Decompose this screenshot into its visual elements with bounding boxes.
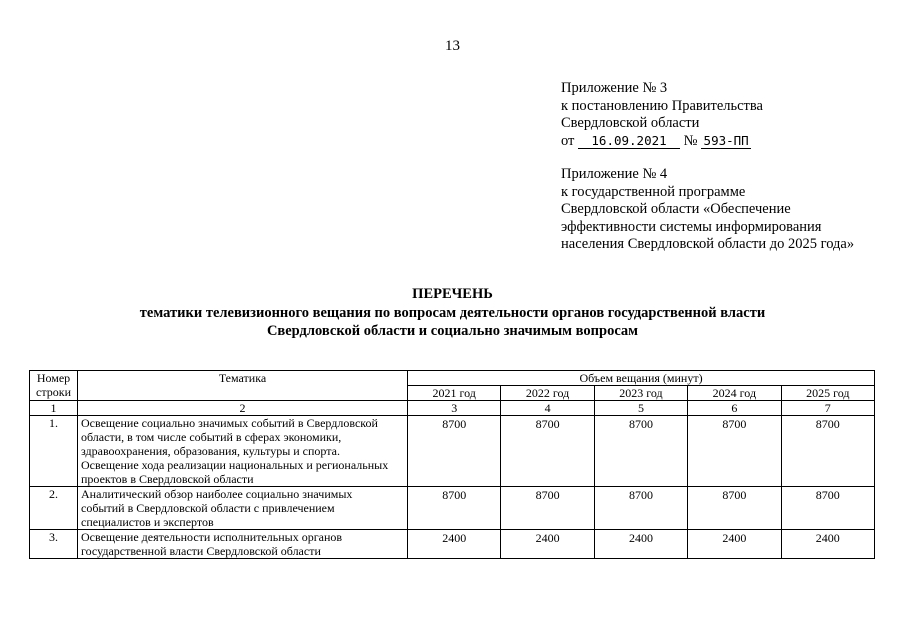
- volume-cell: 8700: [594, 416, 687, 487]
- approval-3-title: Приложение № 3: [561, 80, 668, 96]
- column-index: 2: [78, 401, 408, 416]
- volume-cell: 2400: [688, 530, 781, 559]
- theme-line: событий в Свердловской области с привлечением: [81, 501, 335, 515]
- volume-cell: 2400: [781, 530, 874, 559]
- column-index: 1: [30, 401, 78, 416]
- volume-cell: 8700: [781, 487, 874, 530]
- row-theme: [78, 487, 408, 530]
- header-year: 2022 год: [501, 386, 594, 401]
- header-theme: Тематика: [78, 371, 408, 401]
- column-index: 6: [688, 401, 781, 416]
- theme-line: государственной власти Свердловской области: [81, 544, 321, 558]
- header-year: 2023 год: [594, 386, 687, 401]
- volume-cell: 8700: [408, 416, 501, 487]
- volume-cell: 8700: [501, 487, 594, 530]
- row-number: 3.: [30, 530, 78, 559]
- volume-cell: 8700: [594, 487, 687, 530]
- approval-3-line1: к постановлению Правительства: [561, 97, 763, 114]
- header-number-line2: строки: [36, 385, 71, 399]
- volume-cell: 8700: [781, 416, 874, 487]
- heading-title: ПЕРЕЧЕНЬ: [412, 286, 493, 302]
- resolution-number: 593-ПП: [701, 134, 751, 149]
- volume-cell: 2400: [594, 530, 687, 559]
- page-number: 13: [445, 38, 460, 54]
- volume-cell: 8700: [408, 487, 501, 530]
- theme-line: проектов в Свердловской области: [81, 472, 254, 486]
- row-theme: [78, 530, 408, 559]
- header-year: 2021 год: [408, 386, 501, 401]
- volume-cell: 2400: [408, 530, 501, 559]
- heading-line2: Свердловской области и социально значимым вопросам: [266, 323, 639, 339]
- volume-cell: 2400: [501, 530, 594, 559]
- column-index-row: [30, 401, 875, 416]
- table-row: [30, 416, 875, 487]
- header-volume: Объем вещания (минут): [408, 371, 875, 386]
- header-year: 2024 год: [688, 386, 781, 401]
- row-number: 1.: [30, 416, 78, 487]
- volume-cell: 8700: [688, 416, 781, 487]
- topics-table: [29, 370, 875, 559]
- number-label: №: [683, 132, 698, 149]
- approval-4-line4: населения Свердловской области до 2025 года»: [561, 236, 855, 252]
- theme-line: Освещение деятельности исполнительных органов: [81, 530, 343, 544]
- theme-line: здравоохранения, образования, культуры и спорта.: [81, 444, 340, 458]
- approval-4-line2: Свердловской области «Обеспечение: [561, 201, 791, 217]
- header-number-line1: Номер: [36, 371, 71, 385]
- table-row: [30, 487, 875, 530]
- heading-line1: тематики телевизионного вещания по вопросам деятельности органов государственной власти: [139, 304, 766, 321]
- theme-line: Аналитический обзор наиболее социально значимых: [81, 487, 353, 501]
- header-year: 2025 год: [781, 386, 874, 401]
- table-row: [30, 530, 875, 559]
- column-index: 4: [501, 401, 594, 416]
- approval-4-line1: к государственной программе: [561, 183, 746, 200]
- document-heading: [0, 285, 905, 341]
- header-row: [30, 371, 875, 386]
- column-index: 5: [594, 401, 687, 416]
- row-theme: [78, 416, 408, 487]
- theme-line: Освещение хода реализации национальных и региональных: [81, 458, 389, 472]
- approval-3-date-line: [561, 133, 763, 151]
- theme-line: Освещение социально значимых событий в Свердловской: [81, 416, 378, 430]
- column-index: 3: [408, 401, 501, 416]
- approval-4-title: Приложение № 4: [561, 166, 668, 182]
- header-row-number: [30, 371, 78, 401]
- approval-block-3: [561, 80, 763, 150]
- from-label: от: [561, 132, 575, 149]
- approval-3-line2: Свердловской области: [561, 115, 700, 131]
- volume-cell: 8700: [501, 416, 594, 487]
- approval-4-line3: эффективности системы информирования: [561, 218, 822, 235]
- resolution-date: 16.09.2021: [578, 134, 680, 149]
- column-index: 7: [781, 401, 874, 416]
- approval-block-4: [561, 166, 854, 254]
- volume-cell: 8700: [688, 487, 781, 530]
- theme-line: специалистов и экспертов: [81, 515, 214, 529]
- theme-line: области, в том числе событий в сферах экономики,: [81, 430, 342, 444]
- row-number: 2.: [30, 487, 78, 530]
